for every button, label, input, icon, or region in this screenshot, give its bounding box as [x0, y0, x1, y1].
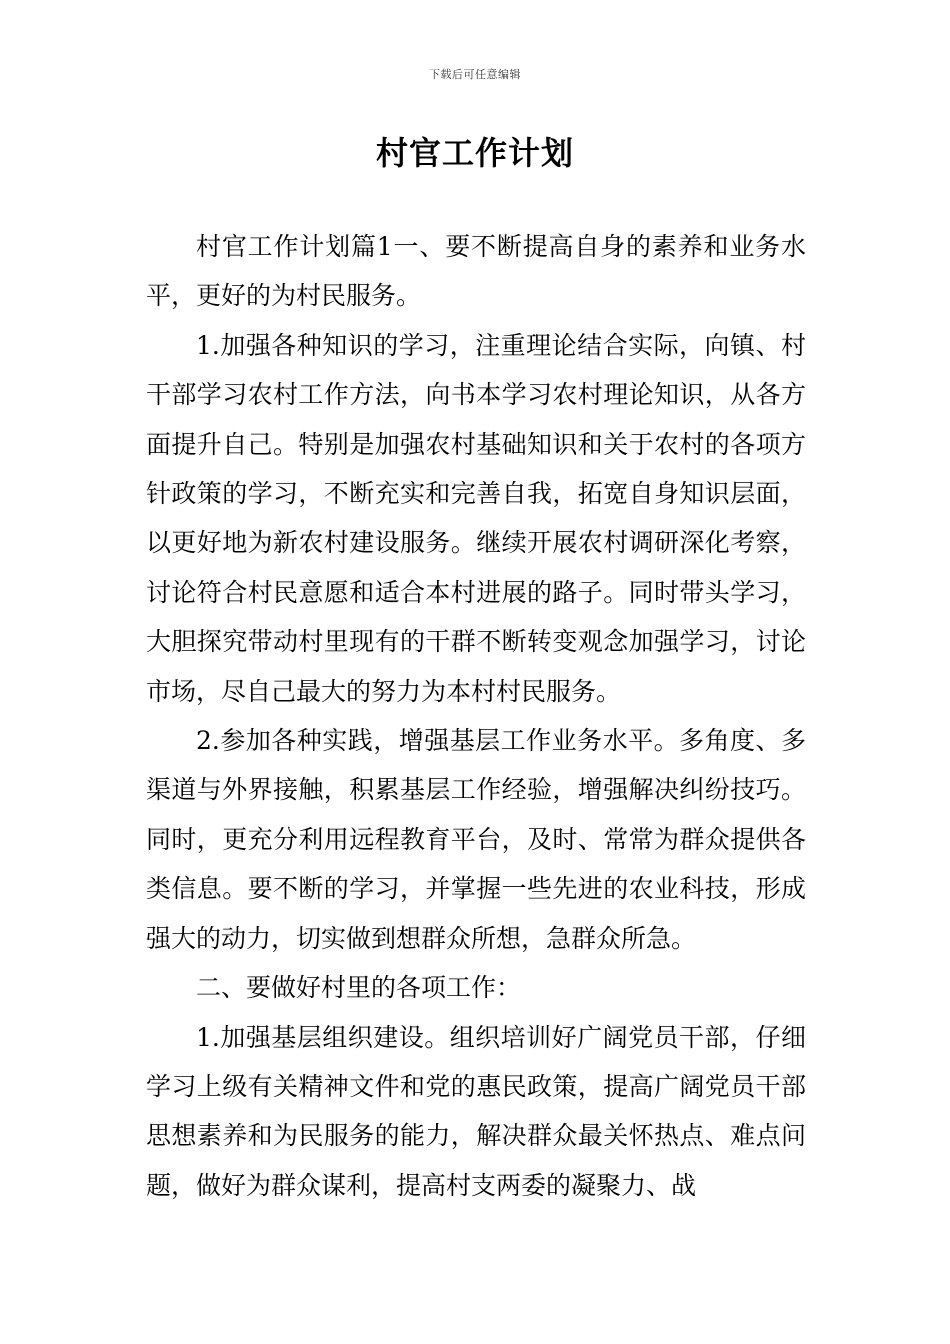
paragraph-item-2: 2.参加各种实践，增强基层工作业务水平。多角度、多渠道与外界接触，积累基层工作经验，增强解决纠纷技巧。同时，更充分利用远程教育平台，及时、常常为群众提供各类信息。要不断的学习，并掌握一些先进的农业科技，形成强大的动力，切实做到想群众所想，急群众所急。: [146, 726, 806, 953]
paragraph-section2-item-1: 1.加强基层组织建设。组织培训好广阔党员干部，仔细学习上级有关精神文件和党的惠民政策，提高广阔党员干部思想素养和为民服务的能力，解决群众最关怀热点、难点问题，做好为群众谋利，提高村支两委的凝聚力、战: [146, 1022, 806, 1200]
paragraph-item-1: 1.加强各种知识的学习，注重理论结合实际，向镇、村干部学习农村工作方法，向书本学习农村理论知识，从各方面提升自己。特别是加强农村基础知识和关于农村的各项方针政策的学习，不断充实和完善自我，拓宽自身知识层面，以更好地为新农村建设服务。继续开展农村调研深化考察，讨论符合村民意愿和适合本村进展的路子。同时带头学习，大胆探究带动村里现有的干群不断转变观念加强学习，讨论市场，尽自己最大的努力为本村村民服务。: [146, 330, 806, 706]
document-body: [146, 222, 806, 1210]
header-note: 下载后可任意编辑: [429, 68, 521, 81]
section-heading-2: 二、要做好村里的各项工作：: [196, 973, 522, 1003]
document-title: 村官工作计划: [375, 134, 574, 172]
paragraph-intro: 村官工作计划篇1一、要不断提高自身的素养和业务水平，更好的为村民服务。: [146, 232, 806, 311]
